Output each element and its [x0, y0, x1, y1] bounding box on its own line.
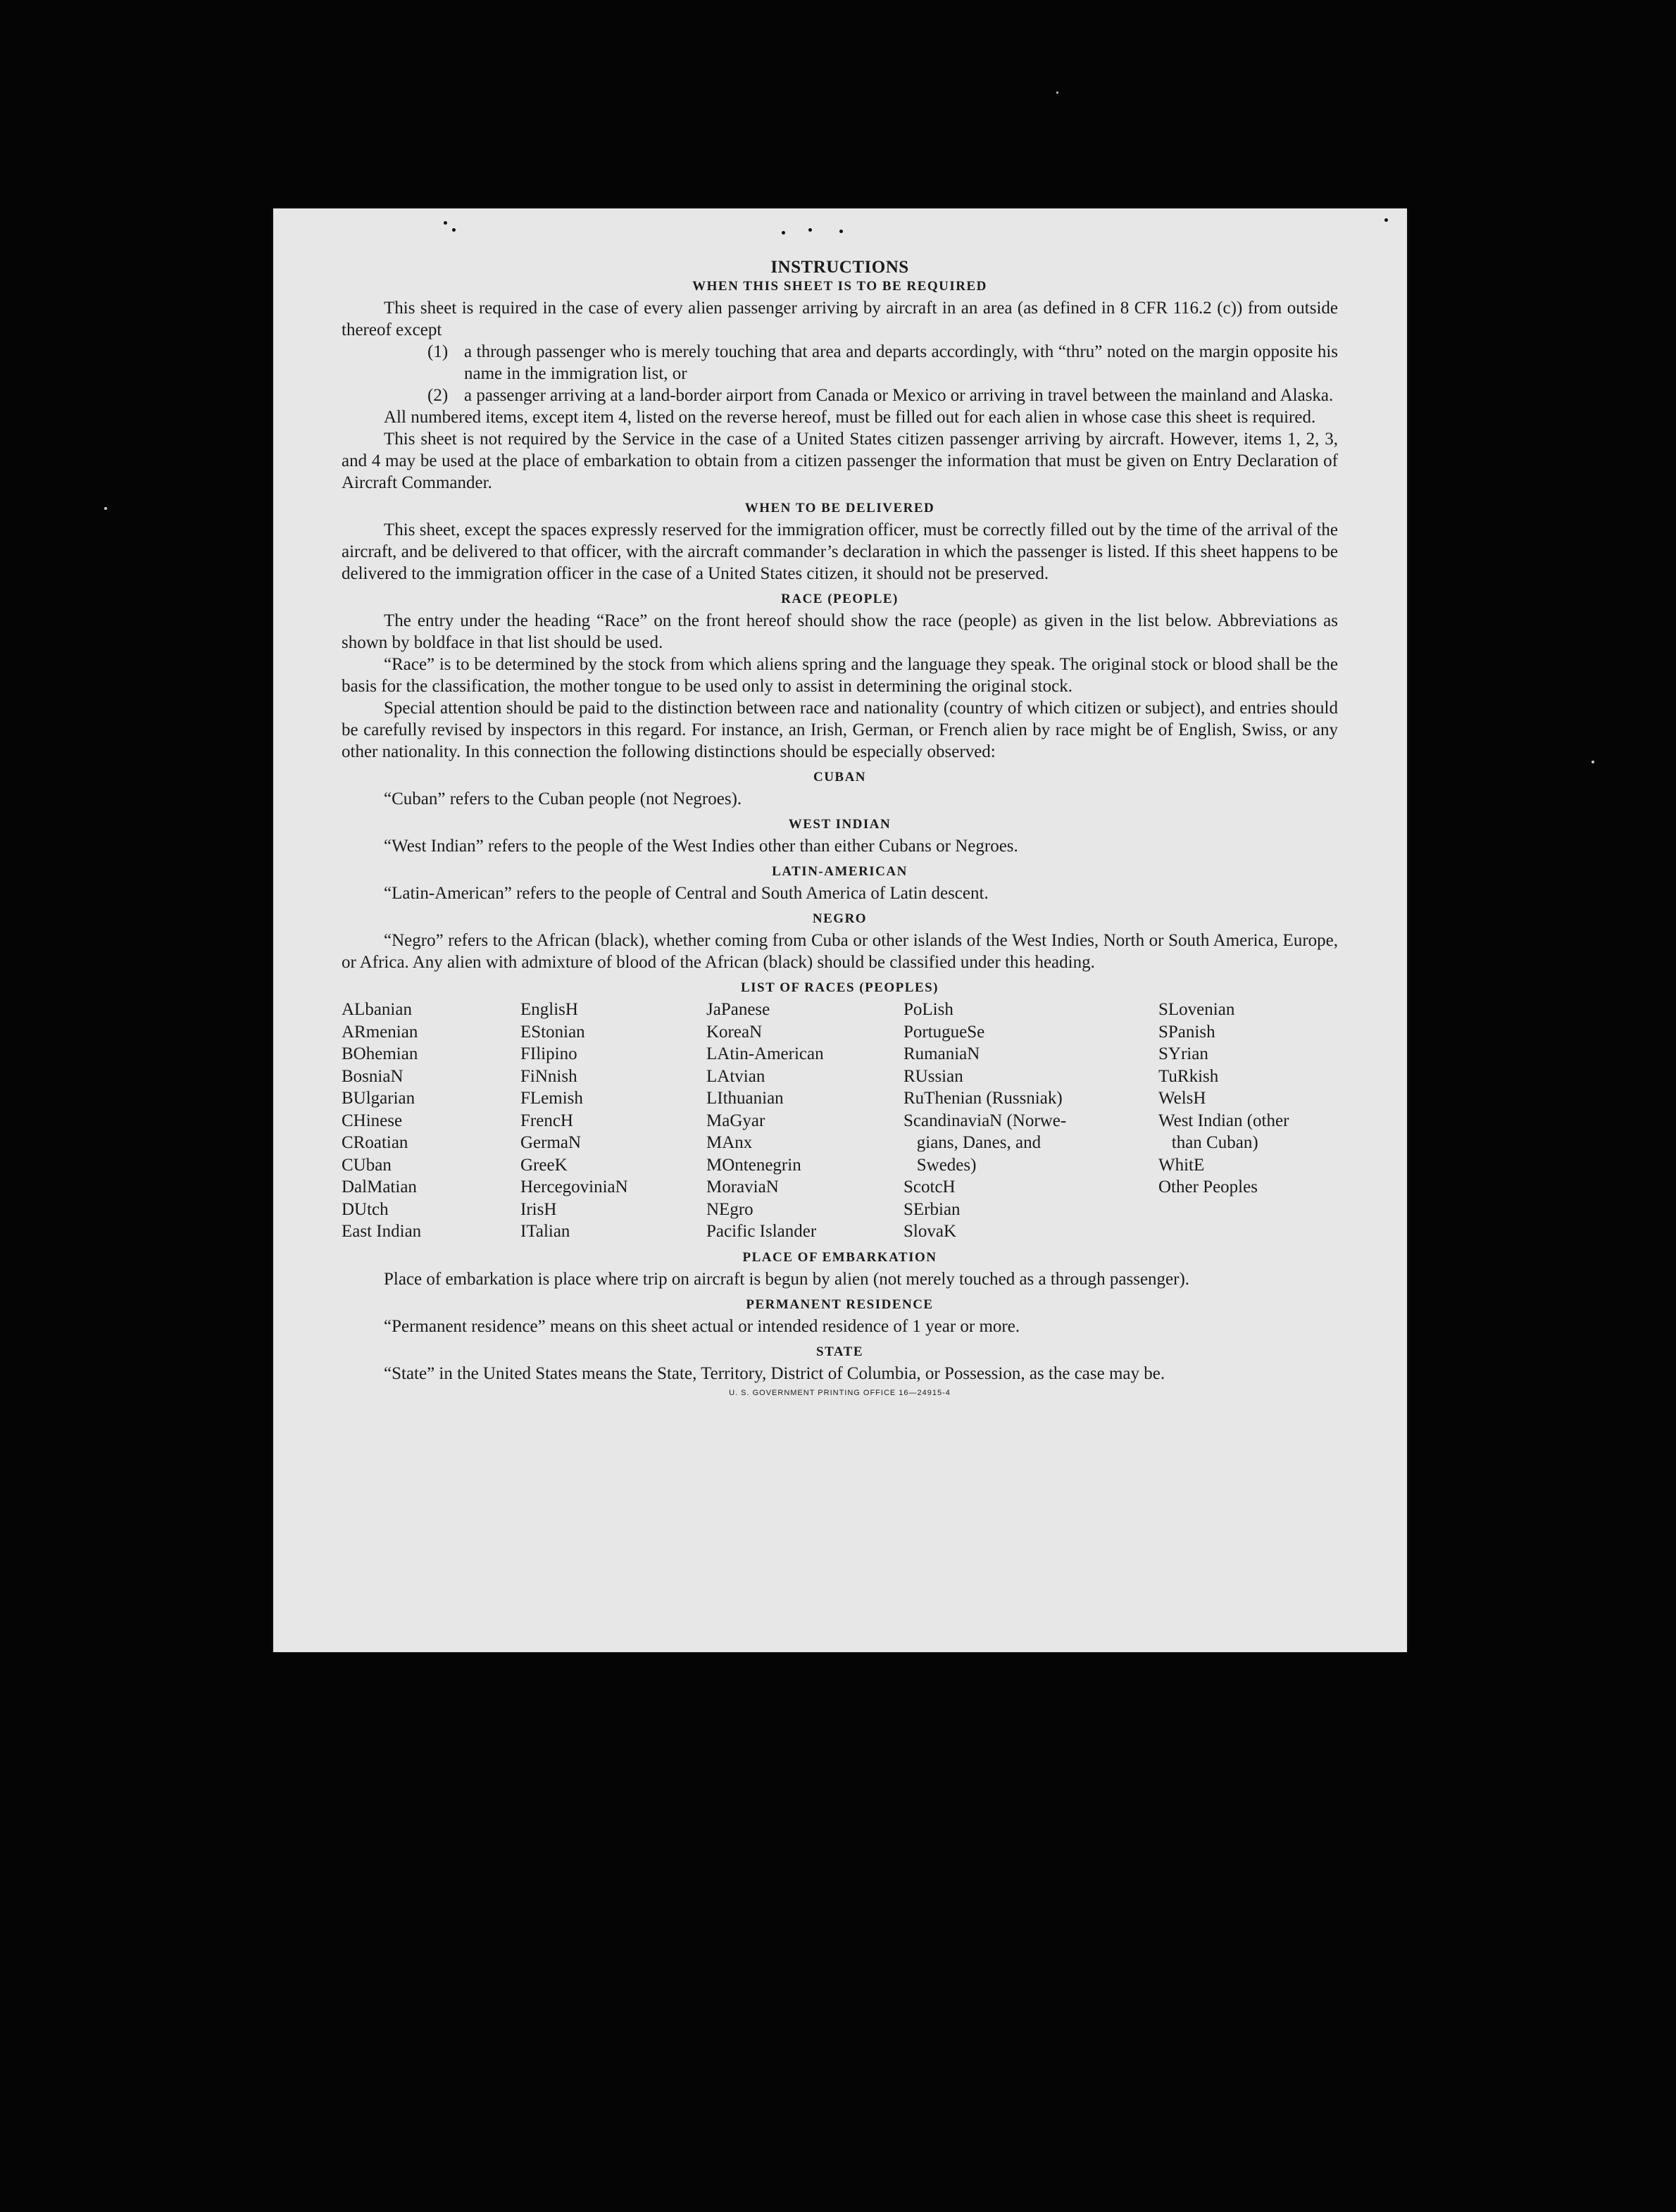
race-entry: SlovaK [903, 1222, 956, 1241]
race-entry: Pacific Islander [706, 1222, 817, 1241]
race-entry: West Indian (other [1158, 1111, 1289, 1130]
race-entry: SYrian [1158, 1044, 1208, 1063]
race-entry: EnglisH [520, 1000, 578, 1019]
scan-speck-decoration [1384, 218, 1388, 222]
race-entry: RuThenian (Russniak) [903, 1089, 1063, 1108]
paragraph-required-1: This sheet is required in the case of every alien passenger arriving by aircraft in an area (as defined in 8 CFR 116.2 (c)) from outside thereof except [342, 299, 1338, 339]
scan-speck-decoration [1591, 761, 1594, 763]
race-entry: ScandinaviaN (Norwe- [903, 1111, 1067, 1130]
race-entry: SPanish [1158, 1022, 1215, 1042]
paragraph-race-2: “Race” is to be determined by the stock from which aliens spring and the language they speak. The original stock or blood shall be the basis for the classification, the mother tongue to be used only to assist in determining the original stock. [342, 655, 1338, 696]
exception-text: a through passenger who is merely touching that area and departs accordingly, with “thru” noted on the margin opposite his name in the immigration list, or [464, 342, 1338, 383]
race-entry: Other Peoples [1158, 1177, 1258, 1196]
race-entry: KoreaN [706, 1022, 763, 1042]
race-entry: GreeK [520, 1155, 568, 1175]
heading-state: STATE [816, 1344, 863, 1359]
race-entry: LAtvian [706, 1066, 765, 1086]
scan-speck-decoration [104, 507, 107, 510]
paragraph-negro: “Negro” refers to the African (black), whether coming from Cuba or other islands of the West Indies, North or South America, Europe, or Africa. Any alien with admixture of blood of the African (black) should be classified under this heading. [342, 931, 1338, 972]
document-page [273, 208, 1407, 1652]
race-entry: FiNnish [520, 1066, 577, 1086]
heading-when-required: WHEN THIS SHEET IS TO BE REQUIRED [692, 279, 987, 294]
race-entry: FLemish [520, 1089, 583, 1108]
race-entry: PoLish [903, 1000, 953, 1019]
race-entry: MAnx [706, 1133, 753, 1152]
paragraph-required-2: All numbered items, except item 4, listed on the reverse hereof, must be filled out for each alien in whose case this sheet is required. [384, 408, 1316, 427]
races-column [520, 999, 706, 1243]
race-entry: BOhemian [342, 1044, 418, 1063]
heading-list-of-races: LIST OF RACES (PEOPLES) [740, 980, 939, 995]
exception-item [427, 341, 1338, 385]
heading-latin-american: LATIN-AMERICAN [772, 864, 908, 879]
race-entry: BosniaN [342, 1066, 404, 1086]
heading-race: RACE (PEOPLE) [781, 592, 899, 606]
race-entry: EStonian [520, 1022, 585, 1042]
race-entry: DalMatian [342, 1177, 417, 1196]
race-entry: MOntenegrin [706, 1155, 801, 1175]
race-entry: CRoatian [342, 1133, 408, 1152]
scan-speck-decoration [1056, 92, 1058, 94]
races-column [342, 999, 520, 1243]
race-entry: HercegoviniaN [520, 1177, 628, 1196]
race-entry: ITalian [520, 1222, 570, 1241]
race-entry: SLovenian [1158, 1000, 1235, 1019]
race-entry: MaGyar [706, 1111, 765, 1130]
heading-place-of-embarkation: PLACE OF EMBARKATION [742, 1249, 937, 1265]
race-entry: RumaniaN [903, 1044, 980, 1063]
race-entry: WelsH [1158, 1089, 1206, 1108]
paragraph-cuban: “Cuban” refers to the Cuban people (not Negroes). [384, 789, 742, 808]
paragraph-race-1: The entry under the heading “Race” on the front hereof should show the race (people) as given in the list below. Abbreviations as shown by boldface in that list should be used. [342, 611, 1338, 652]
race-entry: JaPanese [706, 1000, 770, 1019]
paragraph-permanent-residence: “Permanent residence” means on this sheet actual or intended residence of 1 year or more. [384, 1316, 1020, 1336]
race-entry: CHinese [342, 1111, 403, 1130]
scan-speck-decoration [452, 228, 456, 232]
race-entry: ScotcH [903, 1177, 956, 1196]
exception-text: a passenger arriving at a land-border airport from Canada or Mexico or arriving in travel between the mainland and Alaska. [464, 386, 1334, 405]
races-column [706, 999, 903, 1243]
paragraph-state: “State” in the United States means the State, Territory, District of Columbia, or Possession, as the case may be. [384, 1363, 1165, 1383]
paragraph-delivered: This sheet, except the spaces expressly reserved for the immigration officer, must be correctly filled out by the time of the arrival of the aircraft, and be delivered to that officer, with the aircraft commander’s declaration in which the passenger is listed. If this sheet happens to be delivered to the immigration officer in the case of a United States citizen, it should not be preserved. [342, 520, 1338, 583]
race-entry: ALbanian [342, 1000, 412, 1019]
scan-speck-decoration [782, 231, 785, 235]
paragraph-required-3: This sheet is not required by the Service in the case of a United States citizen passenger arriving by aircraft. However, items 1, 2, 3, and 4 may be used at the place of embarkation to obtain from a citizen passenger the information that must be given on Entry Declaration of Aircraft Commander. [342, 430, 1338, 492]
race-entry: SErbian [903, 1199, 961, 1219]
race-entry: FIlipino [520, 1044, 577, 1063]
paragraph-embarkation: Place of embarkation is place where trip on aircraft is begun by alien (not merely touched as a through passenger). [384, 1269, 1190, 1289]
race-entry: BUlgarian [342, 1089, 415, 1108]
scan-speck-decoration [839, 230, 843, 233]
race-entry: LAtin-American [706, 1044, 824, 1063]
exception-item [427, 385, 1338, 406]
races-column [903, 999, 1158, 1243]
heading-negro: NEGRO [812, 911, 868, 926]
race-entry: Swedes) [903, 1155, 977, 1175]
printing-office-footer: U. S. GOVERNMENT PRINTING OFFICE 16—24915-4 [729, 1388, 951, 1397]
race-entry: MoraviaN [706, 1177, 779, 1196]
race-entry: LIthuanian [706, 1089, 784, 1108]
race-entry: TuRkish [1158, 1066, 1219, 1086]
paragraph-west-indian: “West Indian” refers to the people of the West Indies other than either Cubans or Negroes. [384, 837, 1018, 856]
race-entry: gians, Danes, and [903, 1133, 1042, 1152]
race-entry: FrencH [520, 1111, 573, 1130]
race-entry: RUssian [903, 1066, 963, 1086]
race-entry: IrisH [520, 1199, 557, 1219]
races-column [1158, 999, 1338, 1243]
race-entry: WhitE [1158, 1155, 1205, 1175]
race-entry: than Cuban) [1158, 1133, 1258, 1152]
heading-west-indian: WEST INDIAN [788, 817, 892, 832]
heading-permanent-residence: PERMANENT RESIDENCE [746, 1296, 934, 1312]
race-entry: ARmenian [342, 1022, 418, 1042]
exception-number: (1) [427, 342, 449, 361]
race-entry: GermaN [520, 1133, 582, 1152]
heading-cuban: CUBAN [813, 770, 867, 785]
race-entry: CUban [342, 1155, 392, 1175]
race-entry: NEgro [706, 1199, 753, 1219]
exception-number: (2) [427, 386, 449, 405]
paragraph-race-3: Special attention should be paid to the distinction between race and nationality (country of which citizen or subject), and entries should be carefully revised by inspectors in this regard. For instance, an Irish, German, or French alien by race might be of English, Swiss, or any other nationality. In this connection the following distinctions should be especially observed: [342, 699, 1338, 761]
scan-speck-decoration [808, 228, 812, 232]
race-entry: PortugueSe [903, 1022, 985, 1042]
races-table [342, 999, 1338, 1243]
race-entry: DUtch [342, 1199, 389, 1219]
paragraph-latin-american: “Latin-American” refers to the people of Central and South America of Latin descent. [384, 884, 989, 903]
heading-when-delivered: WHEN TO BE DELIVERED [744, 501, 935, 515]
race-entry: East Indian [342, 1222, 422, 1241]
scan-speck-decoration [444, 221, 447, 225]
page-title: INSTRUCTIONS [770, 258, 909, 277]
